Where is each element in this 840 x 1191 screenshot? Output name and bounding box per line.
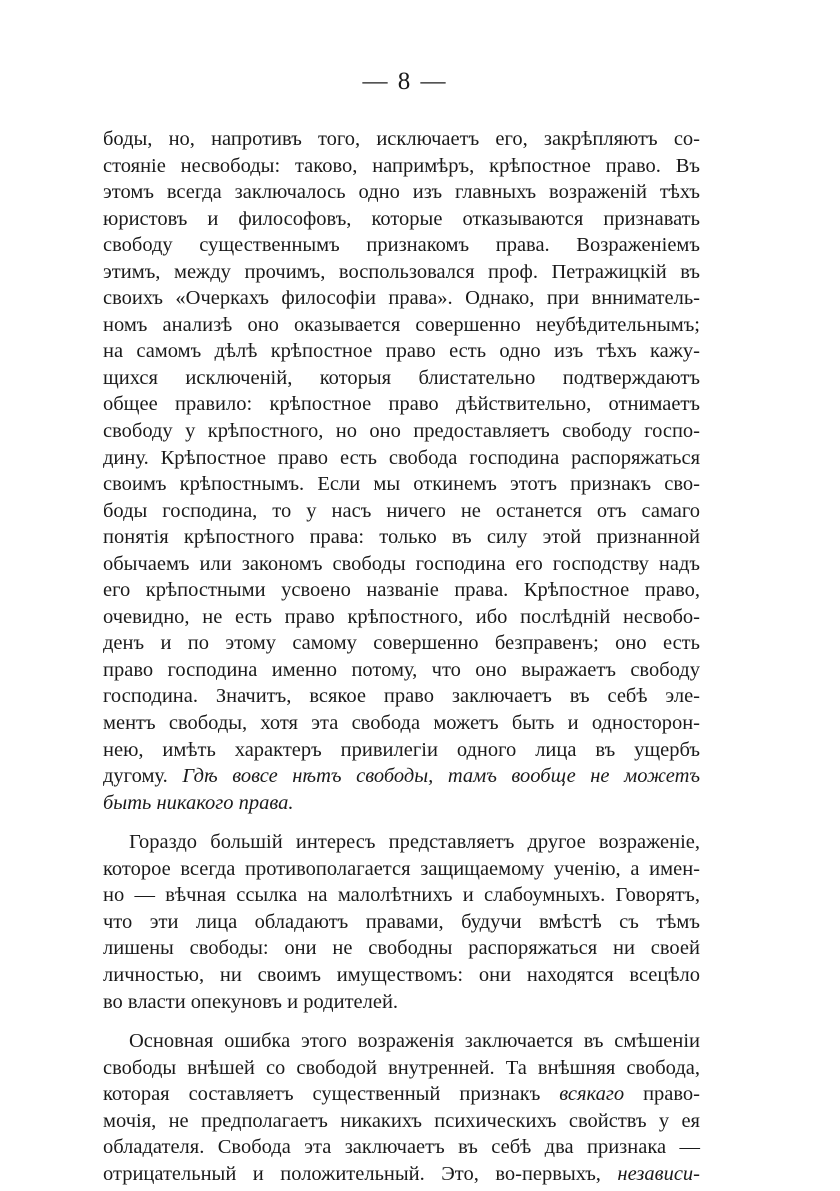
- text-run: во власти опекуновъ и родителей.: [103, 990, 399, 1013]
- text-run: номъ анализѣ оно оказывается совершенно неубѣдительнымъ;: [103, 313, 700, 336]
- text-line: [103, 710, 700, 737]
- text-line: [103, 1055, 700, 1082]
- text-line: [103, 1081, 700, 1108]
- text-line: [103, 737, 700, 764]
- text-line: [103, 391, 700, 418]
- text-line: [103, 471, 700, 498]
- text-line: [103, 1108, 700, 1135]
- text-line: [103, 829, 700, 856]
- text-run: Основная ошибка этого возраженія заключается въ смѣшеніи: [129, 1030, 700, 1053]
- text-line: [103, 206, 700, 233]
- text-line: [103, 153, 700, 180]
- text-run: своихъ «Очеркахъ философіи права». Однако, при внниматель-: [103, 287, 700, 310]
- text-run: право господина именно потому, что оно выражаетъ свободу: [103, 658, 700, 681]
- text-run: но — вѣчная ссылка на малолѣтнихъ и слабоумныхъ. Говорятъ,: [103, 884, 700, 907]
- text-line: [103, 312, 700, 339]
- text-line: [103, 1134, 700, 1161]
- text-run: обладателя. Свобода эта заключаетъ въ себѣ два признака —: [103, 1136, 700, 1159]
- paragraph-gap: [103, 1015, 700, 1028]
- text-run: господина. Значитъ, всякое право заключаетъ въ себѣ эле-: [103, 685, 700, 708]
- italic-text: независи-: [617, 1162, 700, 1185]
- text-line: [103, 856, 700, 883]
- text-line: [103, 882, 700, 909]
- text-line: [103, 338, 700, 365]
- text-run: дугому.: [103, 765, 183, 788]
- body-text: [103, 126, 700, 1187]
- italic-text: быть никакого права.: [103, 791, 294, 814]
- text-run: боды, но, напротивъ того, исключаетъ его, закрѣпляютъ со-: [103, 128, 700, 150]
- text-line: [103, 498, 700, 525]
- paragraph-p2: [103, 829, 700, 1015]
- text-run: щихся исключеній, которыя блистательно подтверждаютъ: [103, 366, 700, 389]
- text-run: на самомъ дѣлѣ крѣпостное право есть одно изъ тѣхъ кажу-: [103, 340, 700, 363]
- text-line: [103, 285, 700, 312]
- text-run: этимъ, между прочимъ, воспользовался проф. Петражицкій въ: [103, 260, 700, 283]
- text-run: боды господина, то у насъ ничего не останется отъ самаго: [103, 499, 700, 522]
- text-run: что эти лица обладаютъ правами, будучи вмѣстѣ съ тѣмъ: [103, 910, 700, 933]
- paragraph-gap: [103, 816, 700, 829]
- text-line: [103, 657, 700, 684]
- text-run: общее правило: крѣпостное право дѣйствительно, отнимаетъ: [103, 393, 700, 416]
- text-run: свободу существеннымъ признакомъ права. Возраженіемъ: [103, 234, 700, 257]
- text-line: [103, 683, 700, 710]
- text-line: [103, 604, 700, 631]
- text-run: его крѣпостными усвоено названіе права. Крѣпостное право,: [103, 579, 700, 602]
- text-line: [103, 126, 700, 153]
- page-number: — 8 —: [362, 68, 448, 95]
- text-line: [103, 935, 700, 962]
- text-line: [103, 1028, 700, 1055]
- text-line: [103, 232, 700, 259]
- text-line: [103, 418, 700, 445]
- text-line: [103, 577, 700, 604]
- text-line: [103, 365, 700, 392]
- text-run: личностью, ни своимъ имуществомъ: они находятся всецѣло: [103, 963, 700, 986]
- text-run: очевидно, не есть право крѣпостного, ибо послѣдній несвобо-: [103, 605, 700, 628]
- text-run: Гораздо большій интересъ представляетъ другое возраженіе,: [129, 831, 700, 854]
- text-run: право-: [624, 1083, 701, 1106]
- text-line: [103, 962, 700, 989]
- text-run: нею, имѣть характеръ привилегіи одного лица въ ущербъ: [103, 738, 700, 761]
- paragraph-p3: [103, 1028, 700, 1187]
- text-run: юристовъ и философовъ, которые отказываются признавать: [103, 207, 700, 230]
- text-run: этомъ всегда заключалось одно изъ главныхъ возраженій тѣхъ: [103, 181, 700, 204]
- text-run: отрицательный и положительный. Это, во-первыхъ,: [103, 1162, 618, 1185]
- text-run: которое всегда противополагается защищаемому ученію, а имен-: [103, 857, 700, 880]
- text-line: [103, 551, 700, 578]
- text-line: [103, 1161, 700, 1188]
- text-run: понятія крѣпостного права: только въ силу этой признанной: [103, 526, 700, 549]
- paragraph-p1: [103, 126, 700, 816]
- text-run: денъ и по этому самому совершенно безправенъ; оно есть: [103, 632, 700, 655]
- text-run: стояніе несвободы: таково, напримѣръ, крѣпостное право. Въ: [103, 154, 700, 177]
- text-line: [103, 630, 700, 657]
- text-run: своимъ крѣпостнымъ. Если мы откинемъ этотъ признакъ сво-: [103, 473, 700, 496]
- text-line: [103, 909, 700, 936]
- text-line: [103, 763, 700, 790]
- text-line: [103, 179, 700, 206]
- text-line: [103, 989, 700, 1016]
- text-run: дину. Крѣпостное право есть свобода господина распоряжаться: [103, 446, 700, 469]
- text-line: [103, 445, 700, 472]
- italic-text: всякаго: [559, 1083, 625, 1106]
- text-line: [103, 790, 700, 817]
- text-run: свободы внѣшей со свободой внутренней. Та внѣшняя свобода,: [103, 1056, 700, 1079]
- text-run: ментъ свободы, хотя эта свобода можетъ быть и односторон-: [103, 712, 700, 735]
- text-run: мочія, не предполагаетъ никакихъ психическихъ свойствъ у ея: [103, 1109, 700, 1132]
- text-line: [103, 259, 700, 286]
- text-line: [103, 524, 700, 551]
- text-run: которая составляетъ существенный признакъ: [103, 1083, 560, 1106]
- italic-text: Гдѣ вовсе нѣтъ свободы, тамъ вообще не можетъ: [182, 765, 701, 788]
- text-run: обычаемъ или закономъ свободы господина его господству надъ: [103, 552, 700, 575]
- text-run: свободу у крѣпостного, но оно предоставляетъ свободу госпо-: [103, 420, 700, 443]
- text-run: лишены свободы: они не свободны распоряжаться ни своей: [103, 937, 700, 960]
